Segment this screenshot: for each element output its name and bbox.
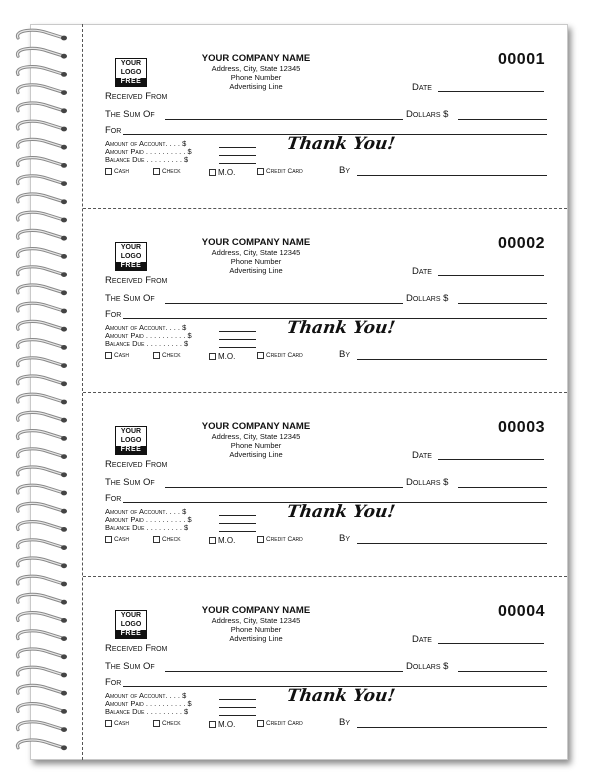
receipt-number: 00001 [498,51,545,68]
by-signature-field[interactable] [357,727,547,728]
receipt-number: 00004 [498,603,545,620]
credit-card-label: Credit Card [266,536,303,543]
received-from-label: Received From [105,275,168,286]
logo-text-line2: LOGO [120,621,142,628]
balance-due-label: Balance Due . . . . . . . . . $ [105,707,189,716]
amount-paid-field[interactable] [219,339,256,340]
company-advertising: Advertising Line [229,450,283,459]
company-phone: Phone Number [230,257,282,266]
credit-card-checkbox[interactable] [257,536,264,543]
company-address: Address, City, State 12345 [211,64,301,73]
by-signature-field[interactable] [357,359,547,360]
spiral-coil [17,540,67,550]
spiral-coil [17,522,67,532]
amount-of-account-field[interactable] [219,699,256,700]
spiral-coil [17,558,67,568]
sum-of-field[interactable] [165,671,403,672]
spiral-coil [17,85,67,95]
company-name: YOUR COMPANY NAME [201,605,311,616]
logo-text-line2: LOGO [120,437,142,444]
amount-paid-label: Amount Paid . . . . . . . . . . $ [105,699,192,708]
money-order-option[interactable] [209,536,235,545]
dollars-field[interactable] [458,119,547,120]
spiral-coil [17,431,67,441]
company-advertising: Advertising Line [229,82,283,91]
money-order-label: M.O. [218,720,236,729]
receipt-number: 00003 [498,419,545,436]
amount-of-account-label: Amount of Account. . . . $ [105,507,187,516]
spiral-coil [17,249,67,259]
by-signature-field[interactable] [357,543,547,544]
date-label: Date [412,266,432,277]
logo-placeholder [115,610,147,639]
sum-of-field[interactable] [165,119,403,120]
check-label: Check [162,168,181,175]
credit-card-checkbox[interactable] [257,720,264,727]
spiral-coil [17,158,67,168]
spiral-coil [17,667,67,677]
credit-card-label: Credit Card [266,168,303,175]
receipt [83,24,567,208]
check-checkbox[interactable] [153,352,160,359]
money-order-checkbox[interactable] [209,169,216,176]
spiral-coil [17,613,67,623]
thank-you-text: Thank You! [285,686,397,706]
company-phone: Phone Number [230,625,282,634]
money-order-option[interactable] [209,168,235,177]
logo-placeholder [115,426,147,455]
money-order-checkbox[interactable] [209,537,216,544]
company-name: YOUR COMPANY NAME [201,53,311,64]
credit-card-option[interactable] [257,168,303,175]
date-label: Date [412,634,432,645]
check-checkbox[interactable] [153,720,160,727]
balance-due-field[interactable] [219,163,256,164]
date-label: Date [412,450,432,461]
spiral-coil [17,30,67,40]
spiral-coil [17,267,67,277]
cash-option[interactable] [105,168,129,175]
cash-option[interactable] [105,536,129,543]
sum-of-label: The Sum Of [105,109,155,120]
check-label: Check [162,536,181,543]
logo-text-line2: LOGO [120,69,142,76]
by-label: By [339,165,351,176]
amount-of-account-label: Amount of Account. . . . $ [105,691,187,700]
spiral-binding [4,24,74,760]
check-checkbox[interactable] [153,168,160,175]
company-header [191,53,321,91]
company-phone: Phone Number [230,441,282,450]
thank-you-text: Thank You! [285,134,397,154]
amount-paid-field[interactable] [219,707,256,708]
company-advertising: Advertising Line [229,634,283,643]
spiral-coil [17,48,67,58]
cash-option[interactable] [105,352,129,359]
spiral-coil [17,485,67,495]
company-address: Address, City, State 12345 [211,616,301,625]
company-header [191,605,321,643]
dollars-field[interactable] [458,303,547,304]
sum-of-field[interactable] [165,303,403,304]
amount-of-account-field[interactable] [219,515,256,516]
company-phone: Phone Number [230,73,282,82]
receipt-number: 00002 [498,235,545,252]
amount-of-account-label: Amount of Account. . . . $ [105,139,187,148]
amount-paid-label: Amount Paid . . . . . . . . . . $ [105,515,192,524]
sum-of-label: The Sum Of [105,477,155,488]
date-label: Date [412,82,432,93]
logo-placeholder [115,242,147,271]
money-order-label: M.O. [218,536,236,545]
cash-checkbox[interactable] [105,352,112,359]
sum-of-field[interactable] [165,487,403,488]
date-field[interactable] [438,275,544,276]
by-label: By [339,717,351,728]
cash-label: Cash [114,168,129,175]
receipt [83,208,567,392]
amount-of-account-label: Amount of Account. . . . $ [105,323,187,332]
by-label: By [339,349,351,360]
date-field[interactable] [438,459,544,460]
logo-free-badge: FREE [116,630,146,638]
money-order-label: M.O. [218,168,236,177]
balance-due-label: Balance Due . . . . . . . . . $ [105,339,189,348]
cash-checkbox[interactable] [105,168,112,175]
balance-due-label: Balance Due . . . . . . . . . $ [105,155,189,164]
credit-card-label: Credit Card [266,720,303,727]
money-order-option[interactable] [209,720,235,729]
for-label: For [105,493,122,504]
spiral-coil [17,740,67,750]
spiral-coil [17,376,67,386]
date-field[interactable] [438,643,544,644]
spiral-coil [17,303,67,313]
spiral-coil [17,121,67,131]
for-label: For [105,309,122,320]
spiral-coil [17,594,67,604]
check-option[interactable] [153,352,181,359]
money-order-checkbox[interactable] [209,353,216,360]
logo-text-line1: YOUR [120,60,142,67]
credit-card-checkbox[interactable] [257,352,264,359]
by-label: By [339,533,351,544]
receipt [83,576,567,760]
balance-due-field[interactable] [219,715,256,716]
company-name: YOUR COMPANY NAME [201,237,311,248]
spiral-coil [17,67,67,77]
received-from-label: Received From [105,459,168,470]
company-address: Address, City, State 12345 [211,432,301,441]
thank-you-text: Thank You! [285,502,397,522]
amount-paid-field[interactable] [219,155,256,156]
spiral-coil [17,704,67,714]
logo-text-line2: LOGO [120,253,142,260]
logo-free-badge: FREE [116,446,146,454]
spiral-coil [17,340,67,350]
check-checkbox[interactable] [153,536,160,543]
spiral-coil [17,212,67,222]
amount-of-account-field[interactable] [219,331,256,332]
dollars-field[interactable] [458,487,547,488]
spiral-coil [17,631,67,641]
company-name: YOUR COMPANY NAME [201,421,311,432]
dollars-field[interactable] [458,671,547,672]
spiral-coil [17,321,67,331]
dollars-label: Dollars $ [406,661,449,672]
spiral-coil [17,103,67,113]
check-label: Check [162,352,181,359]
dollars-label: Dollars $ [406,477,449,488]
credit-card-option[interactable] [257,352,303,359]
received-from-label: Received From [105,91,168,102]
money-order-label: M.O. [218,352,236,361]
spiral-coil [17,503,67,513]
spiral-coil [17,230,67,240]
check-option[interactable] [153,168,181,175]
balance-due-field[interactable] [219,347,256,348]
amount-of-account-field[interactable] [219,147,256,148]
spiral-coil [17,358,67,368]
company-advertising: Advertising Line [229,266,283,275]
company-header [191,237,321,275]
perforation-line [83,392,567,393]
spiral-coil [17,685,67,695]
sum-of-label: The Sum Of [105,661,155,672]
logo-free-badge: FREE [116,78,146,86]
date-field[interactable] [438,91,544,92]
dollars-label: Dollars $ [406,293,449,304]
perforation-line [83,208,567,209]
spiral-coil [17,649,67,659]
cash-option[interactable] [105,720,129,727]
cash-label: Cash [114,352,129,359]
credit-card-checkbox[interactable] [257,168,264,175]
cash-checkbox[interactable] [105,720,112,727]
check-option[interactable] [153,536,181,543]
logo-placeholder [115,58,147,87]
spiral-coil [17,576,67,586]
spiral-coil [17,139,67,149]
company-address: Address, City, State 12345 [211,248,301,257]
balance-due-label: Balance Due . . . . . . . . . $ [105,523,189,532]
spiral-coil [17,467,67,477]
credit-card-option[interactable] [257,720,303,727]
for-label: For [105,125,122,136]
spiral-coil [17,394,67,404]
spiral-coil [17,412,67,422]
spiral-coil [17,449,67,459]
credit-card-label: Credit Card [266,352,303,359]
money-order-checkbox[interactable] [209,721,216,728]
spiral-coil [17,285,67,295]
receipt [83,392,567,576]
check-label: Check [162,720,181,727]
received-from-label: Received From [105,643,168,654]
spiral-coil [17,722,67,732]
logo-text-line1: YOUR [120,428,142,435]
check-option[interactable] [153,720,181,727]
cash-label: Cash [114,720,129,727]
money-order-option[interactable] [209,352,235,361]
logo-text-line1: YOUR [120,244,142,251]
cash-checkbox[interactable] [105,536,112,543]
spiral-coil [17,194,67,204]
for-label: For [105,677,122,688]
credit-card-option[interactable] [257,536,303,543]
amount-paid-label: Amount Paid . . . . . . . . . . $ [105,331,192,340]
sum-of-label: The Sum Of [105,293,155,304]
cash-label: Cash [114,536,129,543]
perforation-line [83,576,567,577]
amount-paid-field[interactable] [219,523,256,524]
thank-you-text: Thank You! [285,318,397,338]
by-signature-field[interactable] [357,175,547,176]
logo-free-badge: FREE [116,262,146,270]
company-header [191,421,321,459]
spiral-coil [17,176,67,186]
dollars-label: Dollars $ [406,109,449,120]
amount-paid-label: Amount Paid . . . . . . . . . . $ [105,147,192,156]
balance-due-field[interactable] [219,531,256,532]
logo-text-line1: YOUR [120,612,142,619]
